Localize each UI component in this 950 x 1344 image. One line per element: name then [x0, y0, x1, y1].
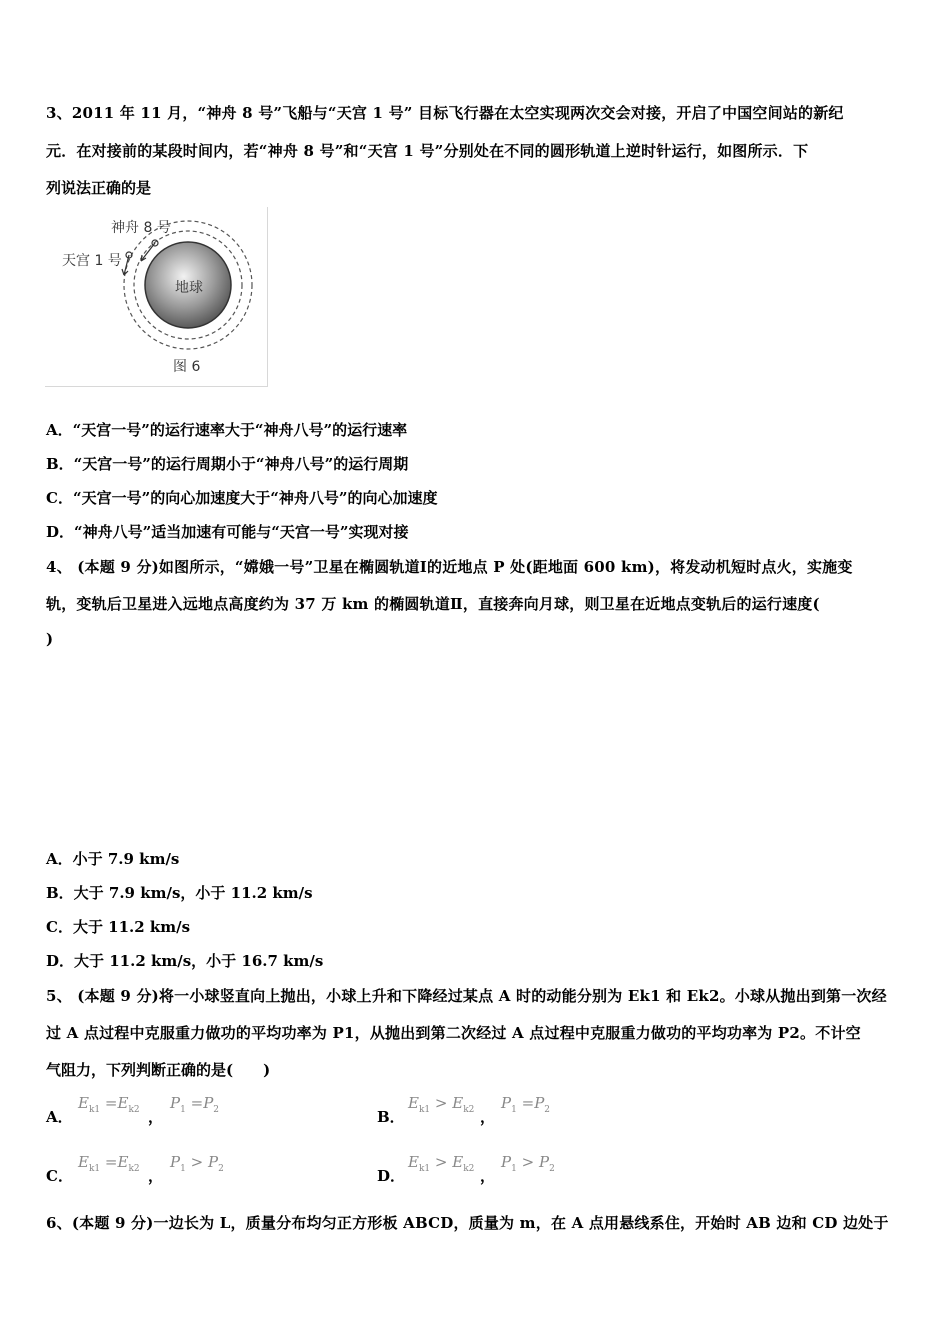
q6-line-1: 6、(本题 9 分)一边长为 L，质量分布均匀正方形板 ABCD，质量为 m，在 A 点用悬线系住，开始时 AB 边和 CD 边处于 [46, 1214, 889, 1232]
q3-option-d: D．“神舟八号”适当加速有可能与“天宫一号”实现对接 [46, 523, 409, 541]
q5-option-a-formula: $E_{k1} =E_{k2}$ [78, 1094, 140, 1115]
q4-line-3: ) [46, 630, 54, 648]
q4-line-2: 轨，变轨后卫星进入远地点高度约为 37 万 km 的椭圆轨道Ⅱ，直接奔向月球，则卫星在近地点变轨后的运行速度( [46, 595, 820, 613]
q5-option-d-label: D． [377, 1167, 406, 1185]
q5-option-d-formula-p: $P_1 > P_2$ [501, 1153, 555, 1174]
q5-option-a-formula-p: $P_1 =P_2$ [170, 1094, 220, 1115]
q5-line-1: 5、 (本题 9 分)将一小球竖直向上抛出，小球上升和下降经过某点 A 时的动能分别为 Ek1 和 Ek2。小球从抛出到第一次经 [46, 987, 887, 1005]
shenzhou-arrow-icon [141, 243, 155, 261]
q5-option-c-formula: $E_{k1} =E_{k2}$ [78, 1153, 140, 1174]
q5-line-2: 过 A 点过程中克服重力做功的平均功率为 P1，从抛出到第二次经过 A 点过程中克服重力做功的平均功率为 P2。不计空 [46, 1024, 861, 1042]
q4-line-1: 4、 (本题 9 分)如图所示，“嫦娥一号”卫星在椭圆轨道Ⅰ的近地点 P 处(距地面 600 km)，将发动机短时点火，实施变 [46, 558, 853, 576]
q4-option-c: C．大于 11.2 km/s [46, 918, 191, 936]
shenzhou-label: 神舟 8 号 [111, 220, 171, 236]
q5-option-b-comma: ， [480, 1108, 496, 1126]
q5-option-d-formula: $E_{k1} > E_{k2}$ [408, 1153, 475, 1174]
q4-option-b: B．大于 7.9 km/s，小于 11.2 km/s [46, 884, 313, 902]
q5-option-a-label: A． [46, 1108, 73, 1126]
tiangong-label: 天宫 1 号 [62, 253, 122, 269]
orbit-figure [45, 207, 268, 387]
q5-option-c-label: C． [46, 1167, 73, 1185]
q5-option-b-label: B． [377, 1108, 405, 1126]
q3-line-1: 3、2011 年 11 月，“神舟 8 号”飞船与“天宫 1 号” 目标飞行器在太空实现两次交会对接，开启了中国空间站的新纪 [46, 104, 844, 122]
q5-option-b-formula-p: $P_1 =P_2$ [501, 1094, 551, 1115]
q3-option-c: C．“天宫一号”的向心加速度大于“神舟八号”的向心加速度 [46, 489, 438, 507]
q5-option-d-comma: ， [480, 1167, 496, 1185]
q4-option-d: D．大于 11.2 km/s，小于 16.7 km/s [46, 952, 324, 970]
q5-option-c-formula-p: $P_1 > P_2$ [170, 1153, 224, 1174]
q5-option-b-formula: $E_{k1} > E_{k2}$ [408, 1094, 475, 1115]
q3-option-a: A．“天宫一号”的运行速率大于“神舟八号”的运行速率 [46, 421, 408, 439]
q5-option-c-comma: ， [148, 1167, 164, 1185]
q4-option-a: A．小于 7.9 km/s [46, 850, 180, 868]
q5-option-a-comma: ， [148, 1108, 164, 1126]
earth-label: 地球 [175, 280, 203, 296]
q5-line-3: 气阻力，下列判断正确的是( ) [46, 1061, 271, 1079]
figure-caption: 图 6 [173, 359, 201, 375]
q3-line-3: 列说法正确的是 [46, 179, 152, 197]
q3-line-2: 元．在对接前的某段时间内，若“神舟 8 号”和“天宫 1 号”分别处在不同的圆形轨道上逆时针运行，如图所示．下 [46, 142, 809, 160]
q3-option-b: B．“天宫一号”的运行周期小于“神舟八号”的运行周期 [46, 455, 409, 473]
